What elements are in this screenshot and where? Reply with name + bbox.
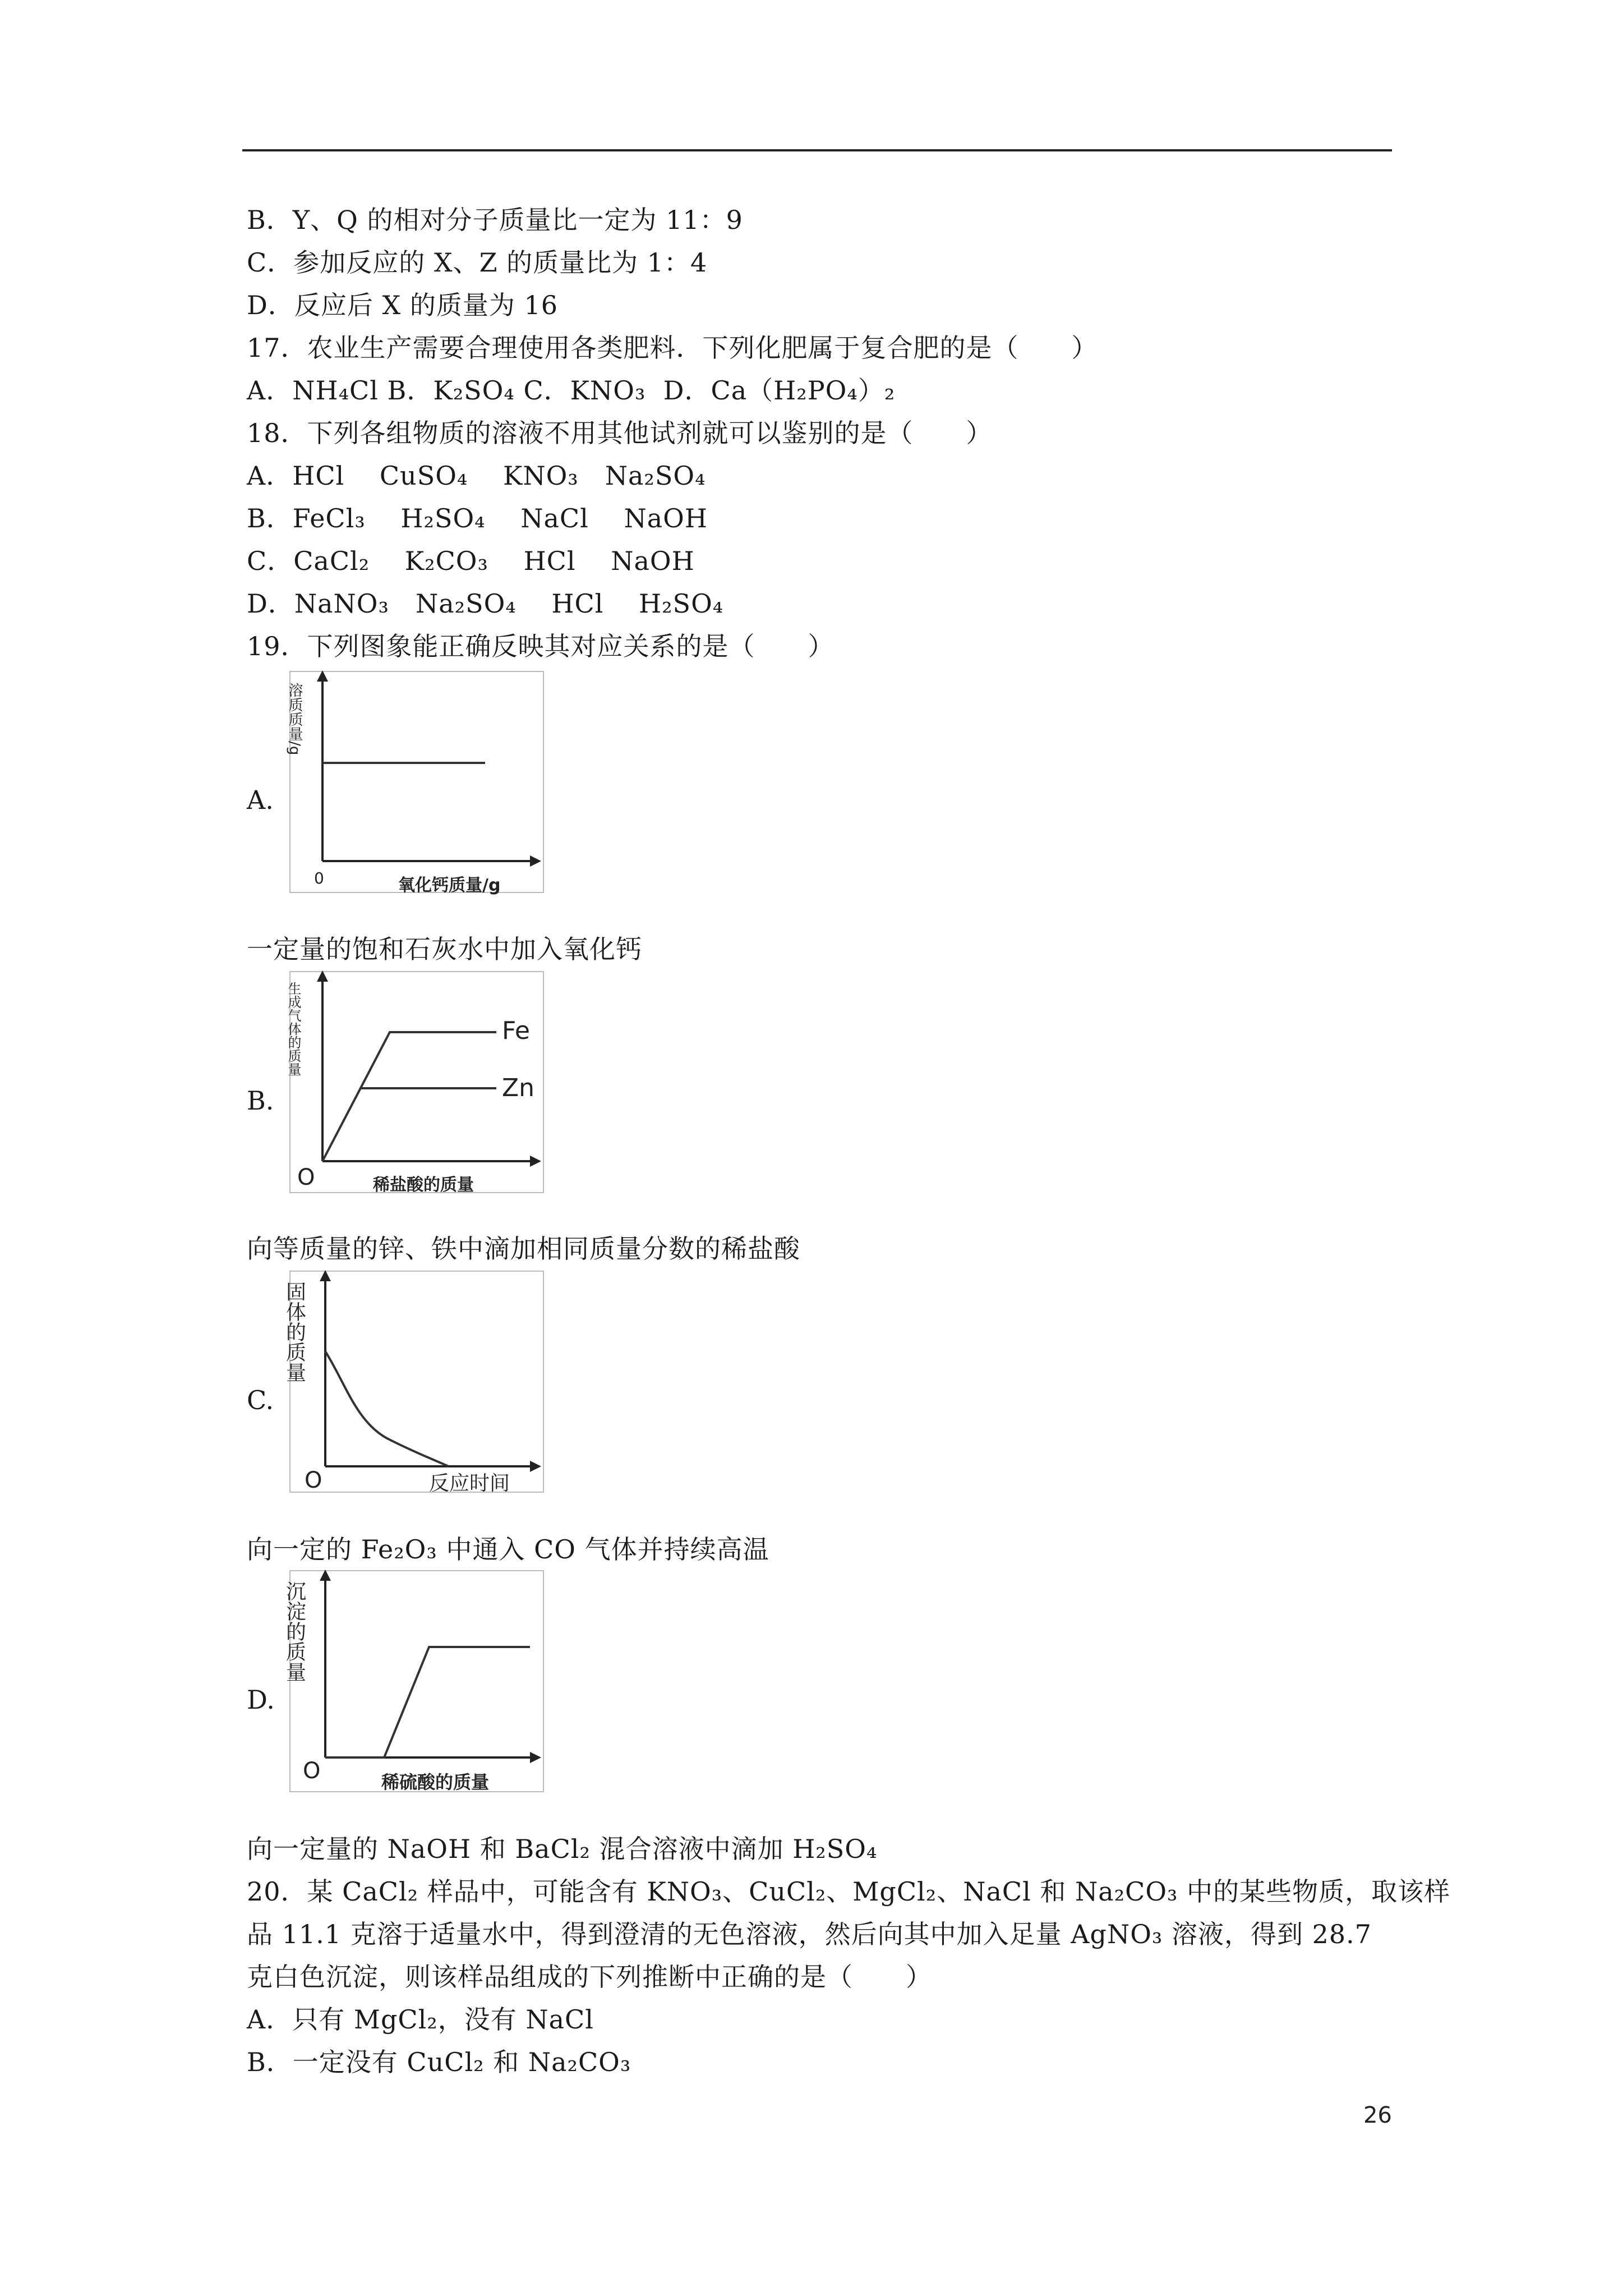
option-20a: A．只有 MgCl₂，没有 NaCl <box>247 2004 594 2035</box>
graph-a <box>286 670 547 895</box>
option-18d: D．NaNO₃ Na₂SO₄ HCl H₂SO₄ <box>247 588 724 619</box>
graph-d-origin: O <box>303 1758 321 1784</box>
graph-a-xlabel: 氧化钙质量/g <box>398 876 501 895</box>
option-18b: B．FeCl₃ H₂SO₄ NaCl NaOH <box>247 503 708 533</box>
graph-d-ylabel: 沉淀的质量 <box>283 1581 306 1682</box>
option-20b: B．一定没有 CuCl₂ 和 Na₂CO₃ <box>247 2047 631 2077</box>
graph-d-caption: 向一定量的 NaOH 和 BaCl₂ 混合溶液中滴加 H₂SO₄ <box>247 1834 878 1864</box>
graph-b-series-fe: Fe <box>502 1016 530 1045</box>
option-18a: A．HCl CuSO₄ KNO₃ Na₂SO₄ <box>247 461 706 491</box>
question-20-line3: 克白色沉淀，则该样品组成的下列推断中正确的是（ ） <box>247 1962 932 1992</box>
graph-c-curve <box>325 1351 449 1466</box>
question-20-line1: 20．某 CaCl₂ 样品中，可能含有 KNO₃、CuCl₂、MgCl₂、NaCl 和 Na₂CO₃ 中的某些物质，取该样 <box>247 1876 1451 1907</box>
option-16d: D．反应后 X 的质量为 16 <box>247 290 559 320</box>
page-number: 26 <box>1363 2102 1392 2128</box>
graph-a-origin: 0 <box>314 869 324 887</box>
graph-a-label: A. <box>247 785 274 815</box>
options-17: A．NH₄Cl B．K₂SO₄ C．KNO₃ D．Ca（H₂PO₄）₂ <box>247 375 896 406</box>
graph-b-label: B. <box>247 1085 274 1116</box>
header-rule <box>242 149 1392 151</box>
graph-d-curve <box>325 1647 530 1757</box>
option-16b: B．Y、Q 的相对分子质量比一定为 11：9 <box>247 205 743 235</box>
graph-b-series-zn: Zn <box>502 1074 535 1102</box>
question-17: 17．农业生产需要合理使用各类肥料．下列化肥属于复合肥的是（ ） <box>247 333 1098 363</box>
graph-d-label: D. <box>247 1685 275 1715</box>
graph-b-caption: 向等质量的锌、铁中滴加相同质量分数的稀盐酸 <box>247 1234 800 1264</box>
graph-b-fe-curve <box>322 1032 496 1161</box>
option-16c: C．参加反应的 X、Z 的质量比为 1：4 <box>247 247 708 278</box>
graph-a-caption: 一定量的饱和石灰水中加入氧化钙 <box>247 934 642 964</box>
graph-d-xlabel: 稀硫酸的质量 <box>381 1772 490 1793</box>
graph-a-ylabel: 溶质质量/g <box>286 683 303 756</box>
graph-b-ylabel: 生成气体的质量 <box>285 982 301 1076</box>
option-18c: C．CaCl₂ K₂CO₃ HCl NaOH <box>247 546 695 576</box>
graph-c-caption: 向一定的 Fe₂O₃ 中通入 CO 气体并持续高温 <box>247 1534 769 1565</box>
graph-c <box>283 1270 547 1495</box>
graph-c-ylabel: 固体的质量 <box>283 1281 306 1382</box>
graph-b-origin: O <box>297 1165 315 1190</box>
graph-d <box>283 1570 547 1794</box>
graph-c-xlabel: 反应时间 <box>429 1472 510 1495</box>
graph-b-xlabel: 稀盐酸的质量 <box>373 1175 474 1195</box>
graph-c-label: C. <box>247 1385 274 1415</box>
graph-c-origin: O <box>305 1467 322 1493</box>
question-20-line2: 品 11.1 克溶于适量水中，得到澄清的无色溶液，然后向其中加入足量 AgNO₃ 溶液，得到 28.7 <box>247 1919 1372 1949</box>
question-18: 18．下列各组物质的溶液不用其他试剂就可以鉴别的是（ ） <box>247 418 993 448</box>
graph-b <box>285 970 547 1195</box>
question-19: 19．下列图象能正确反映其对应关系的是（ ） <box>247 631 834 661</box>
